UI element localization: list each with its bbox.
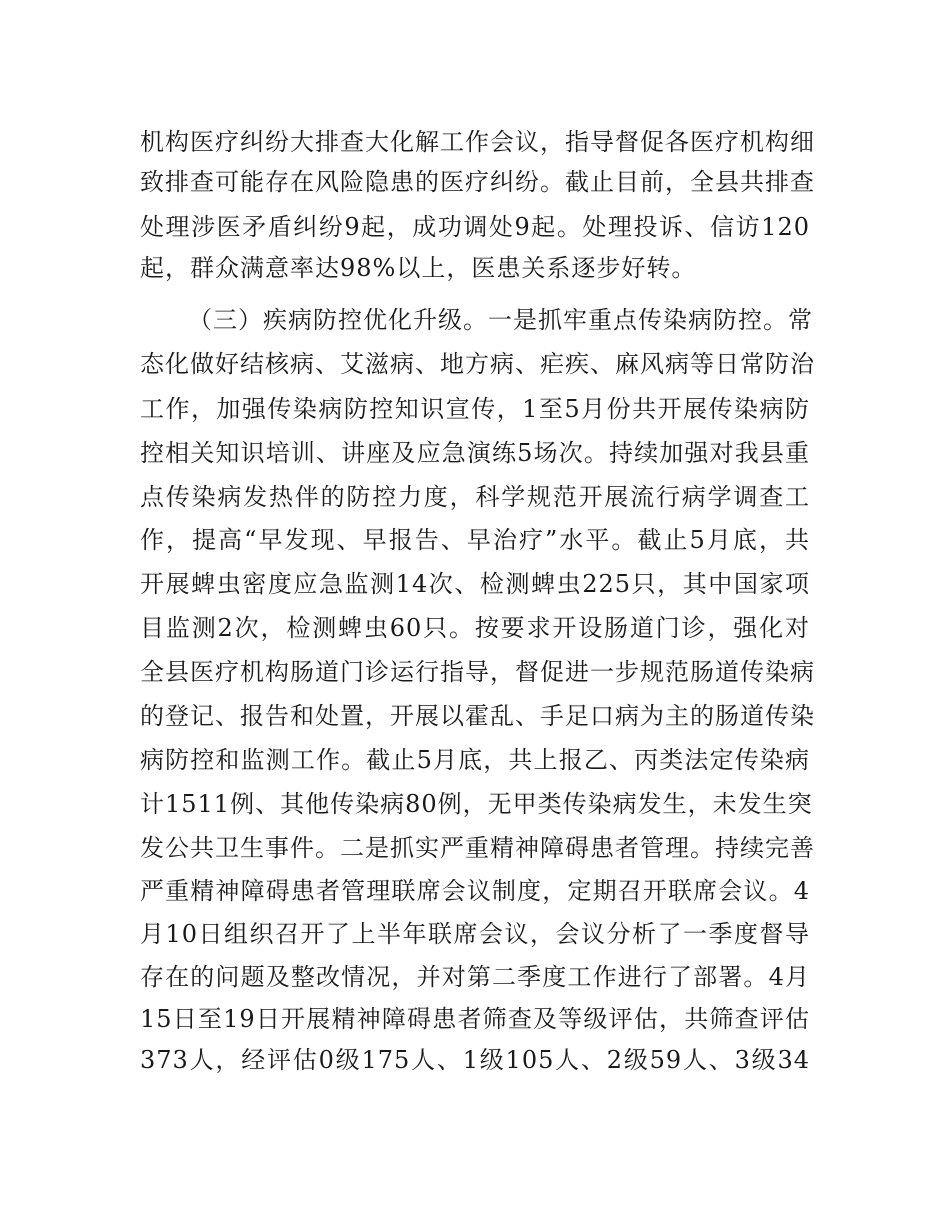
paragraph-line: 计1511例、其他传染病80例，无甲类传染病发生，未发生突 xyxy=(140,790,813,818)
paragraph-line: 15日至19日开展精神障碍患者筛查及等级评估，共筛查评估 xyxy=(140,1005,810,1033)
paragraph-line: 工作，加强传染病防控知识宣传，1至5月份共开展传染病防 xyxy=(140,395,810,423)
paragraph-line: 点传染病发热伴的防控力度，科学规范开展流行病学调查工 xyxy=(140,483,810,511)
paragraph-line: 严重精神障碍患者管理联席会议制度，定期召开联席会议。4 xyxy=(140,877,810,905)
paragraph-line: 月10日组织召开了上半年联席会议，会议分析了一季度督导 xyxy=(140,920,810,948)
paragraph-line: 存在的问题及整改情况，并对第二季度工作进行了部署。4月 xyxy=(140,963,810,991)
paragraph-line: 病防控和监测工作。截止5月底，共上报乙、丙类法定传染病 xyxy=(140,746,810,774)
paragraph-line: 态化做好结核病、艾滋病、地方病、疟疾、麻风病等日常防治 xyxy=(140,350,815,378)
paragraph-line: 开展蜱虫密度应急监测14次、检测蜱虫225只，其中国家项 xyxy=(140,570,810,598)
paragraph-line: 373人，经评估0级175人、1级105人、2级59人、3级34 xyxy=(140,1046,810,1074)
paragraph-line: 起，群众满意率达98%以上，医患关系逐步好转。 xyxy=(140,254,697,282)
paragraph-line: 的登记、报告和处置，开展以霍乱、手足口病为主的肠道传染 xyxy=(140,702,815,730)
paragraph-line: 控相关知识培训、讲座及应急演练5场次。持续加强对我县重 xyxy=(140,439,810,467)
paragraph-line: 处理涉医矛盾纠纷9起，成功调处9起。处理投诉、信访120 xyxy=(140,213,810,241)
paragraph-line: 作，提高“早发现、早报告、早治疗”水平。截止5月底，共 xyxy=(140,526,810,554)
paragraph-line: 机构医疗纠纷大排查大化解工作会议，指导督促各医疗机构细 xyxy=(140,128,815,156)
paragraph-line: 全县医疗机构肠道门诊运行指导，督促进一步规范肠道传染病 xyxy=(140,658,815,686)
paragraph-line: 致排查可能存在风险隐患的医疗纠纷。截止目前，全县共排查 xyxy=(140,168,815,196)
paragraph-line: 目监测2次，检测蜱虫60只。按要求开设肠道门诊，强化对 xyxy=(140,614,810,642)
paragraph-line: （三）疾病防控优化升级。一是抓牢重点传染病防控。常 xyxy=(188,306,813,334)
paragraph-line: 发公共卫生事件。二是抓实严重精神障碍患者管理。持续完善 xyxy=(140,834,815,862)
